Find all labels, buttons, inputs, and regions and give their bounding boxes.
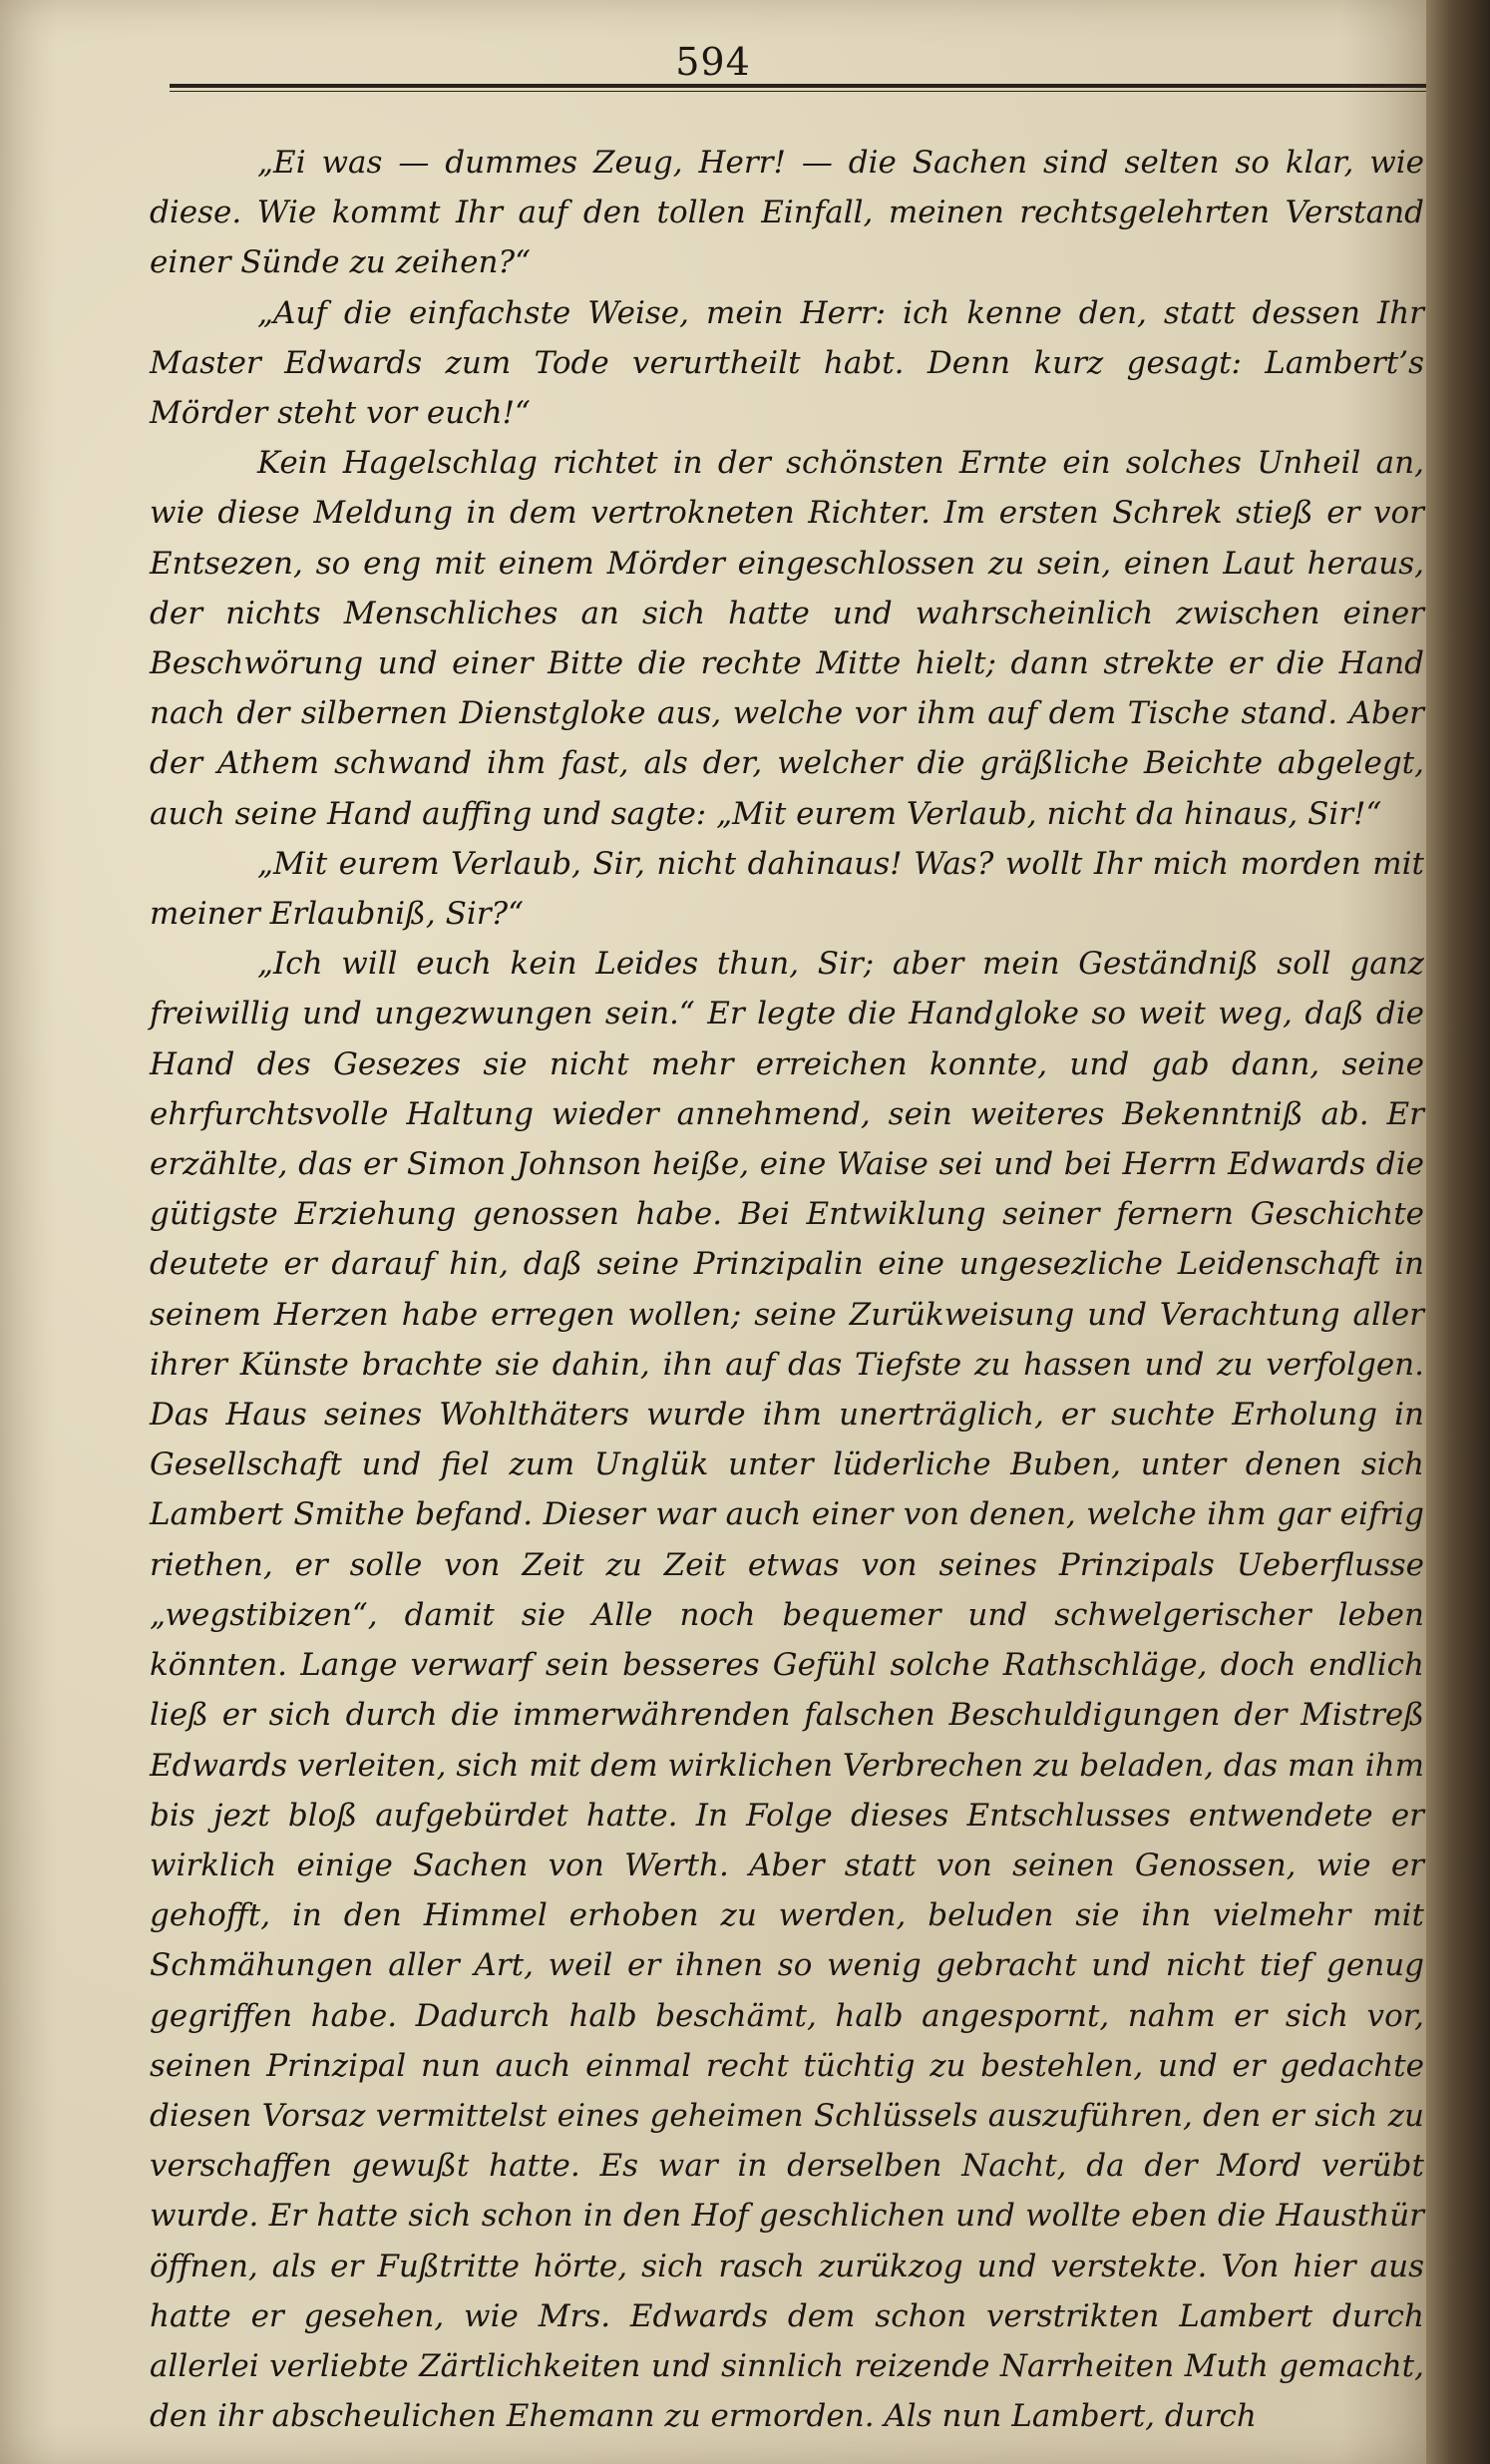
page-body bbox=[150, 138, 1424, 2441]
page-number: 594 bbox=[675, 40, 751, 84]
header-rule bbox=[170, 84, 1426, 88]
paragraph-3: Kein Hagelschlag richtet in der schönsten Ernte ein solches Unheil an, wie diese Meldung in dem vertrokneten Richter. Im ersten Schrek stieß er vor Entsezen, so eng mit einem Mörder eingeschlossen zu sein, einen Laut heraus, der nichts Menschliches an sich hatte und wahrscheinlich zwischen einer Beschwörung und einer Bitte die rechte Mitte hielt; dann strekte er die Hand nach der silbernen Dienstgloke aus, welche vor ihm auf dem Tische stand. Aber der Athem schwand ihm fast, als der, welcher die gräßliche Beichte abgelegt, auch seine Hand auffing und sagte: „Mit eurem Verlaub, nicht da hinaus, Sir!“ bbox=[150, 445, 1424, 832]
paragraph-2: „Auf die einfachste Weise, mein Herr: ich kenne den, statt dessen Ihr Master Edwards zum Tode verurtheilt habt. Denn kurz gesagt: Lambert’s Mörder steht vor euch!“ bbox=[150, 294, 1424, 432]
paragraph-1: „Ei was — dummes Zeug, Herr! — die Sachen sind selten so klar, wie diese. Wie kommt Ihr auf den tollen Einfall, meinen rechtsgelehrten Verstand einer Sünde zu zeihen?“ bbox=[150, 145, 1424, 281]
paragraph-4: „Mit eurem Verlaub, Sir, nicht dahinaus! Was? wollt Ihr mich morden mit meiner Erlaubniß, Sir?“ bbox=[150, 845, 1424, 933]
paragraph-5: „Ich will euch kein Leides thun, Sir; aber mein Geständniß soll ganz freiwillig und ungezwungen sein.“ Er legte die Handgloke so weit weg, daß die Hand des Gesezes sie nicht mehr erreichen konnte, und gab dann, seine ehrfurchtsvolle Haltung wieder annehmend, sein weiteres Bekenntniß ab. Er erzählte, das er Simon Johnson heiße, eine Waise sei und bei Herrn Edwards die gütigste Erziehung genossen habe. Bei Entwiklung seiner fernern Geschichte deutete er darauf hin, daß seine Prinzipalin eine ungesezliche Leidenschaft in seinem Herzen habe erregen wollen; seine Zurükweisung und Verachtung aller ihrer Künste brachte sie dahin, ihn auf das Tiefste zu hassen und zu verfolgen. Das Haus seines Wohlthäters wurde ihm unerträglich, er suchte Erholung in Gesellschaft und fiel zum Unglük unter lüderliche Buben, unter denen sich Lambert Smithe befand. Dieser war auch einer von denen, welche ihm gar eifrig riethen, er solle von Zeit zu Zeit etwas von seines Prinzipals Ueberflusse „wegstibizen“, damit sie Alle noch bequemer und schwelgerischer leben könnten. Lange verwarf sein besseres Gefühl solche Rathschläge, doch endlich ließ er sich durch die immerwährenden falschen Beschuldigungen der Mistreß Edwards verleiten, sich mit dem wirklichen Verbrechen zu beladen, das man ihm bis jezt bloß aufgebürdet hatte. In Folge dieses Entschlusses entwendete er wirklich einige Sachen von Werth. Aber statt von seinen Genossen, wie er gehofft, in den Himmel erhoben zu werden, beluden sie ihn vielmehr mit Schmähungen aller Art, weil er ihnen so wenig gebracht und nicht tief genug gegriffen habe. Dadurch halb beschämt, halb angespornt, nahm er sich vor, seinen Prinzipal nun auch einmal recht tüchtig zu bestehlen, und er gedachte diesen Vorsaz vermittelst eines geheimen Schlüssels auszuführen, den er sich zu verschaffen gewußt hatte. Es war in derselben Nacht, da der Mord verübt wurde. Er hatte sich schon in den Hof geschlichen und wollte eben die Hausthür öffnen, als er Fußtritte hörte, sich rasch zurükzog und verstekte. Von hier aus hatte er gesehen, wie Mrs. Edwards dem schon verstrikten Lambert durch allerlei verliebte Zärtlichkeiten und sinnlich reizende Narrheiten Muth gemacht, den ihr abscheulichen Ehemann zu ermorden. Als nun Lambert, durch bbox=[150, 946, 1424, 2435]
book-edge bbox=[1426, 0, 1490, 2464]
header-rule-thin bbox=[170, 91, 1426, 92]
